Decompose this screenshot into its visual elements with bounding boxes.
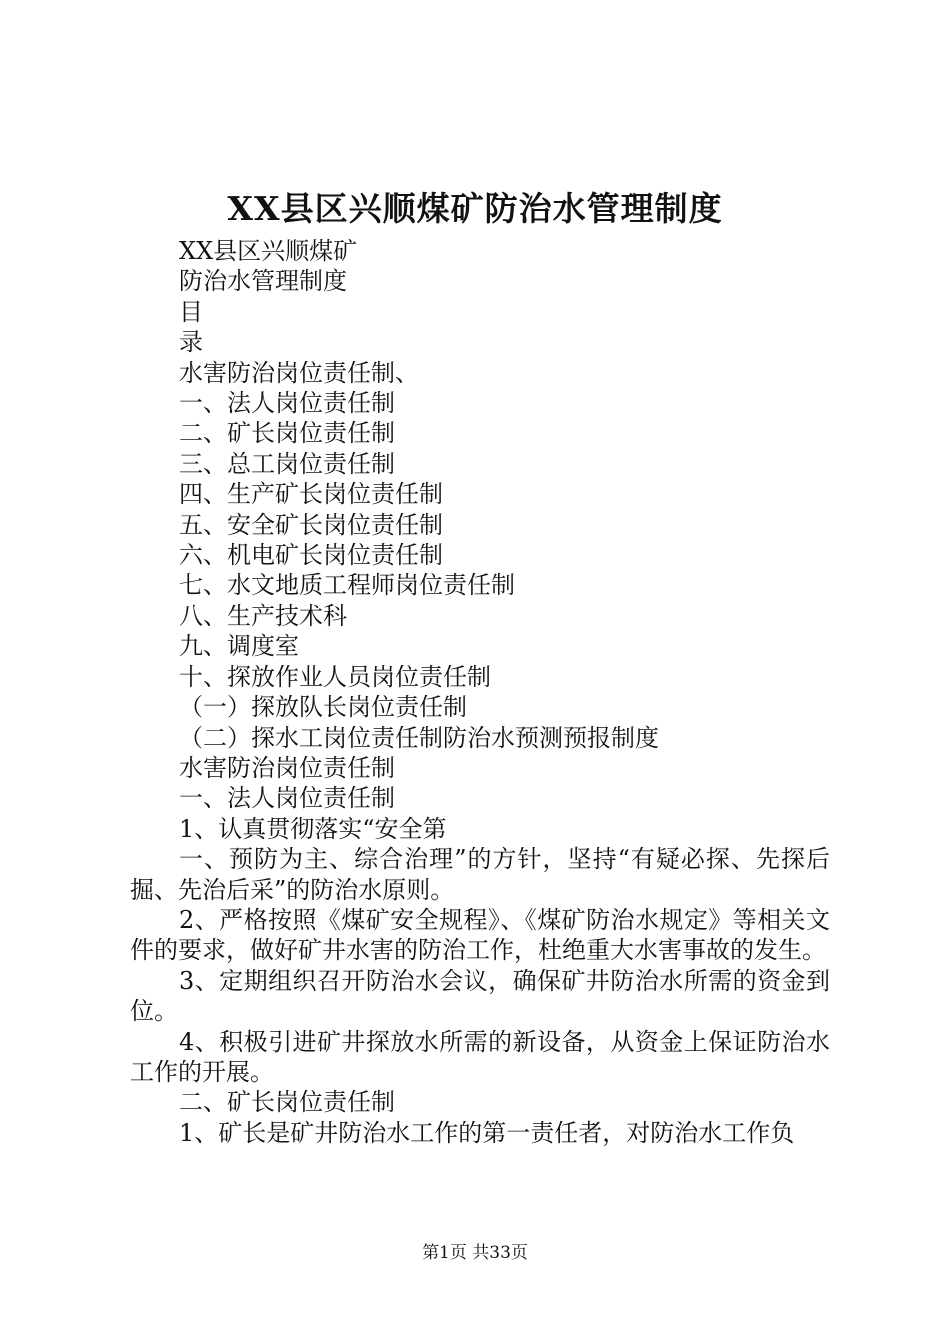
body-line: XX县区兴顺煤矿 xyxy=(179,237,358,265)
toc-item: 十、探放作业人员岗位责任制 xyxy=(179,662,491,691)
toc-item: 三、总工岗位责任制 xyxy=(179,449,395,478)
body-paragraph: 2、严格按照《煤矿安全规程》、《煤矿防治水规定》等相关文件的要求，做好矿井水害的防治工作，杜绝重大水害事故的发生。 xyxy=(130,905,830,965)
toc-subitem: （二）探水工岗位责任制防治水预测预报制度 xyxy=(179,723,659,752)
body-line: 防治水管理制度 xyxy=(179,267,347,296)
toc-item: 四、生产矿长岗位责任制 xyxy=(179,480,443,509)
toc-heading: 水害防治岗位责任制、 xyxy=(179,358,419,387)
body-paragraph: 3、定期组织召开防治水会议，确保矿井防治水所需的资金到位。 xyxy=(130,966,830,1026)
toc-item: 七、水文地质工程师岗位责任制 xyxy=(179,571,515,600)
body-paragraph: 4、积极引进矿井探放水所需的新设备，从资金上保证防治水工作的开展。 xyxy=(130,1027,830,1086)
body-line: 目 xyxy=(179,297,203,326)
toc-item: 六、机电矿长岗位责任制 xyxy=(179,541,443,570)
document-body xyxy=(130,236,830,1148)
toc-item: 二、矿长岗位责任制 xyxy=(179,419,395,448)
toc-item: 九、调度室 xyxy=(179,632,299,661)
document-title: XX县区兴顺煤矿防治水管理制度 xyxy=(227,189,723,228)
section-heading: 一、法人岗位责任制 xyxy=(179,784,395,813)
toc-item: 八、生产技术科 xyxy=(179,601,347,630)
toc-item: 五、安全矿长岗位责任制 xyxy=(179,510,443,539)
section-heading: 二、矿长岗位责任制 xyxy=(179,1088,395,1117)
body-line: 录 xyxy=(179,328,203,357)
body-paragraph: 1、矿长是矿井防治水工作的第一责任者，对防治水工作负 xyxy=(179,1118,795,1147)
toc-subitem: （一）探放队长岗位责任制 xyxy=(179,693,467,722)
body-paragraph: 一、预防为主、综合治理”的方针，坚持“有疑必探、先探后掘、先治后采”的防治水原则。 xyxy=(130,845,830,904)
toc-item: 一、法人岗位责任制 xyxy=(179,389,395,418)
body-line: 1、认真贯彻落实“安全第 xyxy=(179,814,447,843)
page-footer: 第1页 共33页 xyxy=(422,1243,528,1263)
section-heading: 水害防治岗位责任制 xyxy=(179,753,395,782)
